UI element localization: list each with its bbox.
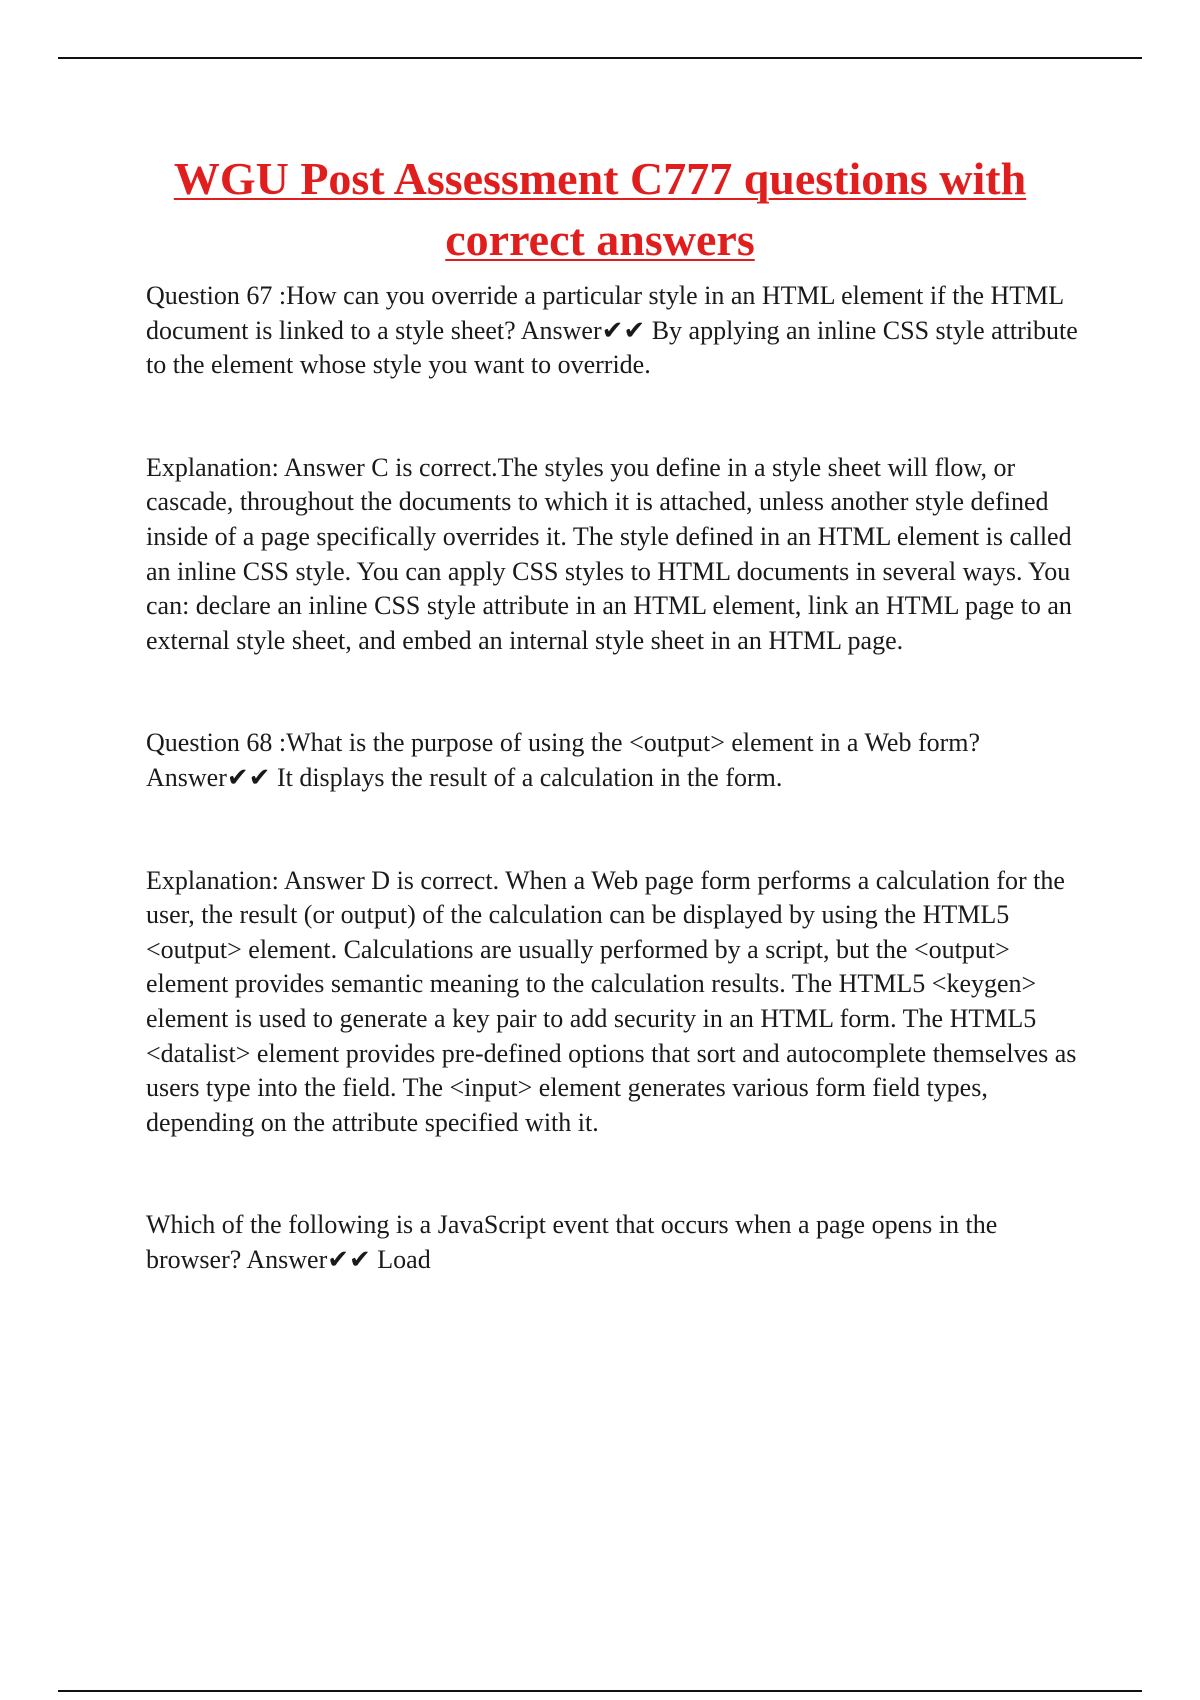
explanation-67-paragraph: Explanation: Answer C is correct.The styles you define in a style sheet will flow, or cascade, throughout the documents to which it is attached, unless another style defined inside of a page specifically overrides it. The style defined in an HTML element is called an inline CSS style. You can apply CSS styles to HTML documents in several ways. You can: declare an inline CSS style attribute in an HTML element, link an HTML page to an external style sheet, and embed an internal style sheet in an HTML page. [146,452,1072,655]
document-title: WGU Post Assessment C777 questions with correct answers [173,153,1027,265]
document-body [146,279,1092,1277]
question-67-paragraph: Question 67 :How can you override a particular style in an HTML element if the HTML document is linked to a style sheet? Answer✔✔ By applying an inline CSS style attribute to the element whose style you want to override. [146,281,1078,380]
question-load-event-paragraph: Which of the following is a JavaScript event that occurs when a page opens in the browser? Answer✔✔ Load [146,1210,998,1274]
explanation-68-paragraph: Explanation: Answer D is correct. When a Web page form performs a calculation for the user, the result (or output) of the calculation can be displayed by using the HTML5 <output> element. Calculations are usually performed by a script, but the <output> element provides semantic meaning to the calculation results. The HTML5 <keygen> element is used to generate a key pair to add security in an HTML form. The HTML5 <datalist> element provides pre-defined options that sort and autocomplete themselves as users type into the field. The <input> element generates various form field types, depending on the attribute specified with it. [146,865,1077,1137]
header-rule [58,57,1142,59]
question-68-paragraph: Question 68 :What is the purpose of using the <output> element in a Web form? Answer✔✔ It displays the result of a calculation in the form. [146,728,981,792]
footer-rule [58,1690,1142,1692]
